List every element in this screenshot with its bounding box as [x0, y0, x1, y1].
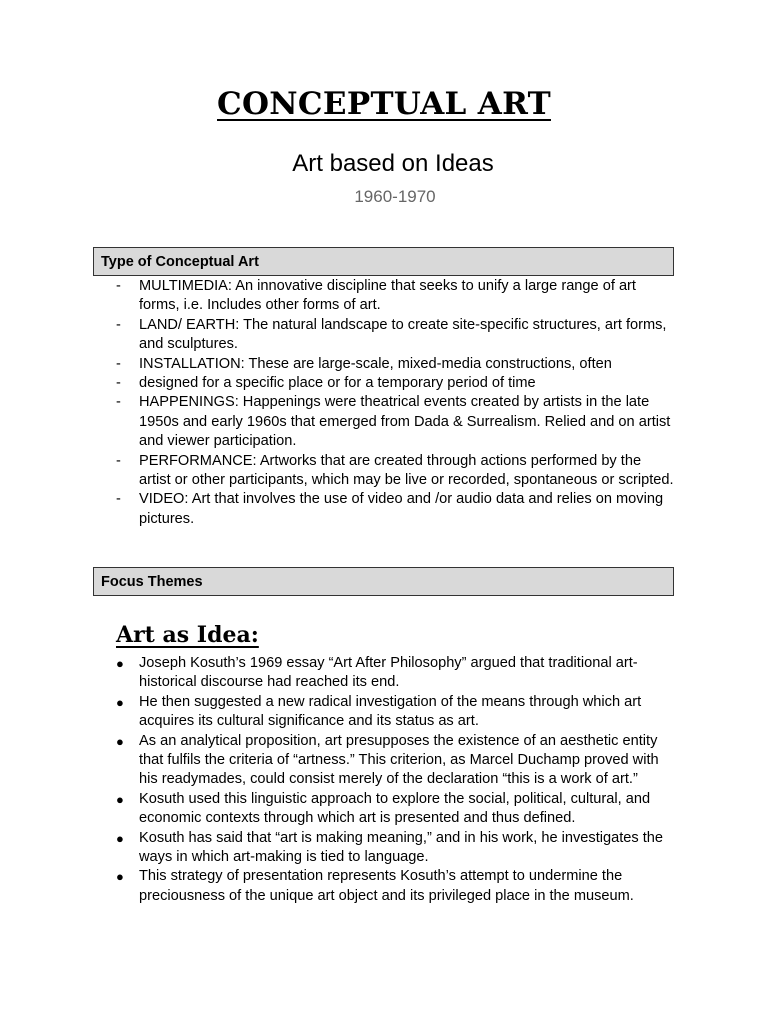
list-item — [0, 654, 674, 693]
art-as-idea-heading: Art as Idea: — [116, 622, 259, 648]
list-item — [0, 490, 674, 529]
types-section-header-label: Type of Conceptual Art — [101, 254, 259, 270]
list-item — [0, 732, 674, 790]
list-item-text: HAPPENINGS: Happenings were theatrical events created by artists in the late 1950s and early 1960s that emerged from Dada & Surrealism. Relied and on artist and viewer participation. — [139, 394, 671, 450]
focus-section-header-label: Focus Themes — [101, 574, 203, 590]
list-item — [0, 277, 674, 316]
list-item — [0, 393, 674, 451]
list-item — [0, 790, 674, 829]
list-item-text: Kosuth used this linguistic approach to explore the social, political, cultural, and economic contexts through which art is presented and thus defined. — [139, 790, 651, 827]
list-item-text: As an analytical proposition, art presupposes the existence of an aesthetic entity that fulfils the criteria of “artness.” This criterion, as Marcel Duchamp proved with his readymades, could consist merely of the declaration “this is a work of art.” — [139, 732, 659, 788]
list-item — [0, 693, 674, 732]
dash-marker: - — [116, 316, 121, 333]
list-item — [0, 355, 674, 374]
list-item — [0, 316, 674, 355]
list-item-text: Joseph Kosuth’s 1969 essay “Art After Philosophy” argued that traditional art-historical discourse had reached its end. — [139, 655, 638, 691]
bullet-marker: ● — [116, 656, 124, 671]
bullet-marker: ● — [116, 869, 124, 885]
types-list — [0, 277, 674, 529]
list-item-text: LAND/ EARTH: The natural landscape to create site-specific structures, art forms, and sculptures. — [139, 316, 667, 353]
list-item-text: VIDEO: Art that involves the use of video and /or audio data and relies on moving pictures. — [139, 491, 664, 527]
list-item-text: He then suggested a new radical investigation of the means through which art acquires its cultural significance and its status as art. — [139, 693, 642, 730]
list-item — [0, 374, 674, 393]
list-item-text: INSTALLATION: These are large-scale, mixed-media constructions, often — [139, 355, 612, 372]
dash-marker: - — [116, 278, 121, 294]
focus-list — [0, 654, 674, 906]
bullet-marker: ● — [116, 733, 124, 749]
dash-marker: - — [116, 375, 121, 392]
dash-marker: - — [116, 355, 121, 372]
list-item-text: MULTIMEDIA: An innovative discipline that seeks to unify a large range of art forms, i.e. Includes other forms of art. — [139, 278, 636, 314]
bullet-marker: ● — [116, 791, 124, 807]
list-item-text: PERFORMANCE: Artworks that are created through actions performed by the artist or other participants, which may be live or recorded, spontaneous or scripted. — [139, 452, 674, 489]
focus-section-header — [93, 567, 674, 596]
dash-marker: - — [116, 491, 121, 508]
document-title: CONCEPTUAL ART — [217, 86, 551, 122]
list-item — [0, 452, 674, 491]
date-range: 1960-1970 — [354, 187, 436, 206]
list-item — [0, 867, 674, 906]
dash-marker: - — [116, 394, 121, 411]
bullet-marker: ● — [116, 830, 124, 846]
document-subtitle: Art based on Ideas — [292, 150, 494, 177]
bullet-marker: ● — [116, 694, 124, 710]
types-section-header — [93, 247, 674, 276]
list-item — [0, 829, 674, 868]
list-item-text: designed for a specific place or for a temporary period of time — [139, 375, 536, 392]
dash-marker: - — [116, 452, 121, 469]
list-item-text: This strategy of presentation represents Kosuth’s attempt to undermine the preciousness of the unique art object and its privileged place in the museum. — [139, 868, 634, 904]
list-item-text: Kosuth has said that “art is making meaning,” and in his work, he investigates the ways in which art-making is tied to language. — [139, 829, 664, 866]
